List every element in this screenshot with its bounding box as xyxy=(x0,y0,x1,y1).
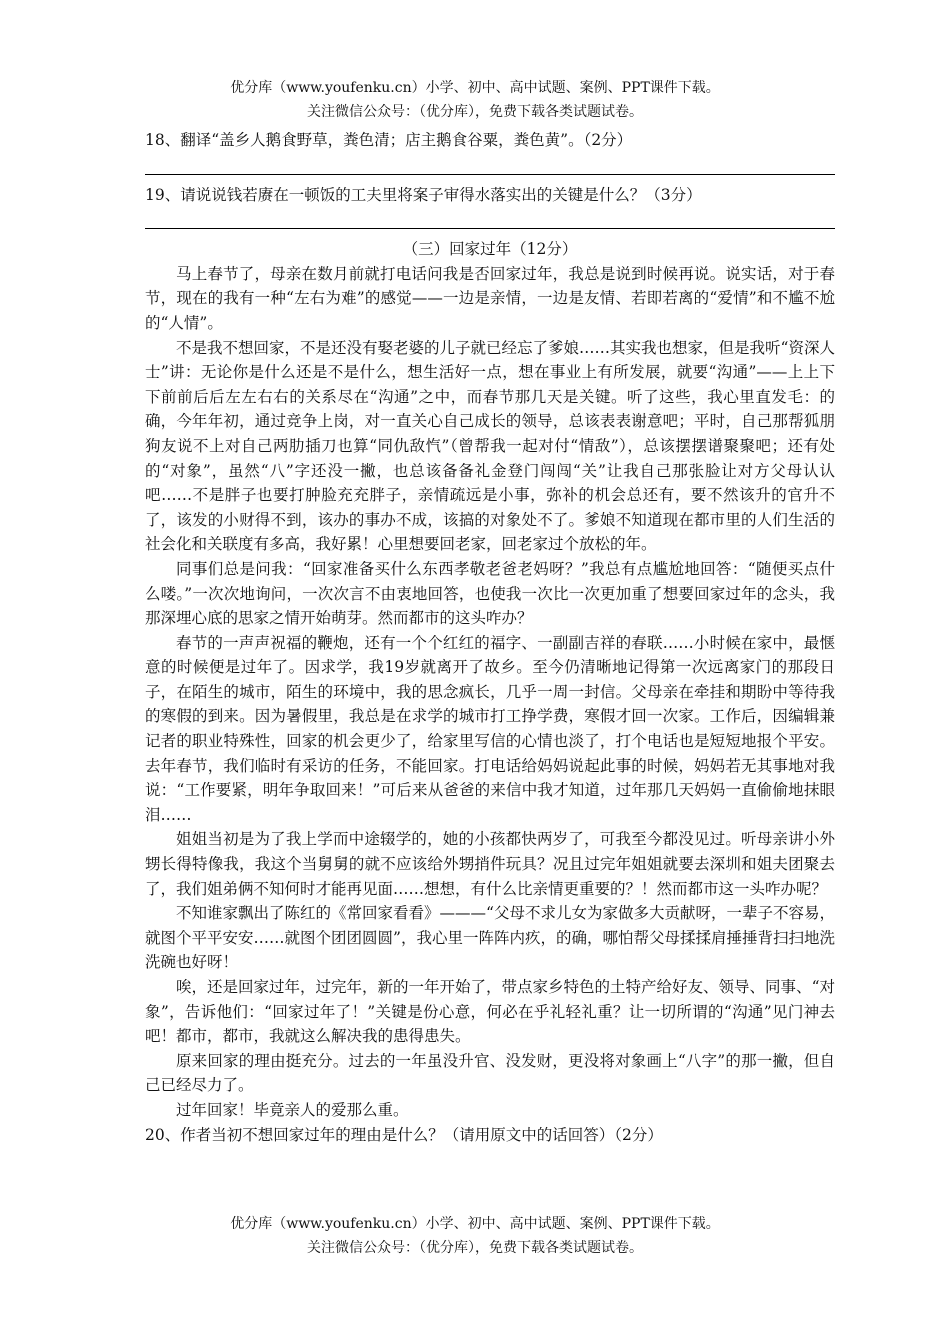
document-body xyxy=(145,128,835,1147)
question-18: 18、翻译“盖乡人鹅食野草，粪色清；店主鹅食谷粟，粪色黄”。（2分） xyxy=(145,131,633,149)
paragraph-8: 原来回家的理由挺充分。过去的一年虽没升官、没发财，更没将对象画上“八字”的那一撇，但自己已经尽力了。 xyxy=(145,1051,835,1095)
paragraph-3: 同事们总是问我：“回家准备买什么东西孝敬老爸老妈呀？”我总有点尴尬地回答：“随便买点什么喽。”一次次地询问，一次次言不由衷地回答，也使我一次比一次更加重了想要回家过年的念头，我那深埋心底的思家之情开始萌芽。然而都市的这头咋办？ xyxy=(145,559,835,628)
paragraph-2: 不是我不想回家，不是还没有娶老婆的儿子就已经忘了爹娘……其实我也想家，但是我听“资深人士”讲：无论你是什么还是不是什么，想生活好一点，想在事业上有所发展，就要“沟通”——上上下下前前后后左左右右的关系尽在“沟通”之中，而春节那几天是关键。听了这些，我心里直发毛：的确，今年年初，通过竞争上岗，对一直关心自己成长的领导，总该表表谢意吧；平时，自己那帮狐朋狗友说不上对自己两肋插刀也算“同仇敌忾”（曾帮我一起对付“情敌”），总该摆摆谱聚聚吧；还有处的“对象”，虽然“八”字还没一撇，也总该备备礼金登门闯闯“关”让我自己那张脸让对方父母认认吧……不是胖子也要打肿脸充充胖子，亲情疏远是小事，弥补的机会总还有，要不然该升的官升不了，该发的小财得不到，该办的事办不成，该搞的对象处不了。爹娘不知道现在都市里的人们生活的社会化和关联度有多高，我好累！心里想要回老家，回老家过个放松的年。 xyxy=(145,338,835,554)
footer-line-1: 优分库（www.youfenku.cn）小学、初中、高中试题、案例、PPT课件下载。 xyxy=(230,1216,720,1232)
paragraph-9: 过年回家！毕竟亲人的爱那么重。 xyxy=(176,1100,409,1119)
page-footer xyxy=(0,1212,950,1260)
section-title: （三）回家过年（12分） xyxy=(402,240,578,259)
header-line-1: 优分库（www.youfenku.cn）小学、初中、高中试题、案例、PPT课件下载。 xyxy=(230,80,720,96)
paragraph-6: 不知谁家飘出了陈红的《常回家看看》———“父母不求儿女为家做多大贡献呀，一辈子不容易，就图个平平安安……就图个团团圆圆”，我心里一阵阵内疚，的确，哪怕帮父母揉揉肩捶捶背扫扫地洗洗碗也好呀！ xyxy=(145,904,835,972)
paragraph-1: 马上春节了，母亲在数月前就打电话问我是否回家过年，我总是说到时候再说。说实话，对于春节，现在的我有一种“左右为难”的感觉——一边是亲情，一边是友情、若即若离的“爱情”和不尴不尬的“人情”。 xyxy=(145,264,835,332)
paragraph-5: 姐姐当初是为了我上学而中途辍学的，她的小孩都快两岁了，可我至今都没见过。听母亲讲小外甥长得特像我，我这个当舅舅的就不应该给外甥捎件玩具？况且过完年姐姐就要去深圳和姐夫团聚去了，我们姐弟俩不知何时才能再见面……想想，有什么比亲情更重要的？！然而都市这一头咋办呢？ xyxy=(145,830,835,898)
answer-line-18[interactable] xyxy=(145,153,835,175)
paragraph-7: 唉，还是回家过年，过完年，新的一年开始了，带点家乡特色的土特产给好友、领导、同事、“对象”，告诉他们：“回家过年了！”关键是份心意，何必在乎礼轻礼重？让一切所谓的“沟通”见门神去吧！都市，都市，我就这么解决我的患得患失。 xyxy=(145,978,835,1046)
header-line-2: 关注微信公众号：（优分库），免费下载各类试题试卷。 xyxy=(307,104,643,120)
question-20: 20、作者当初不想回家过年的理由是什么？（请用原文中的话回答）（2分） xyxy=(145,1125,663,1144)
paragraph-4: 春节的一声声祝福的鞭炮，还有一个个红红的福字、一副副吉祥的春联……小时候在家中，最惬意的时候便是过年了。因求学，我19岁就离开了故乡。至今仍清晰地记得第一次远离家门的那段日子，在陌生的城市，陌生的环境中，我的思念疯长，几乎一周一封信。父母亲在牵挂和期盼中等待我的寒假的到来。因为暑假里，我总是在求学的城市打工挣学费，寒假才回一次家。工作后，因编辑兼记者的职业特殊性，回家的机会更少了，给家里写信的心情也淡了，打个电话也是短短地报个平安。去年春节，我们临时有采访的任务，不能回家。打电话给妈妈说起此事的时候，妈妈若无其事地对我说：“工作要紧，明年争取回来！”可后来从爸爸的来信中我才知道，过年那几天妈妈一直偷偷地抹眼泪…… xyxy=(145,633,835,824)
answer-line-19[interactable] xyxy=(145,207,835,229)
footer-line-2: 关注微信公众号：（优分库），免费下载各类试题试卷。 xyxy=(307,1240,643,1256)
question-19: 19、请说说钱若赓在一顿饭的工夫里将案子审得水落实出的关键是什么？（3分） xyxy=(145,185,702,204)
page-header xyxy=(0,76,950,124)
